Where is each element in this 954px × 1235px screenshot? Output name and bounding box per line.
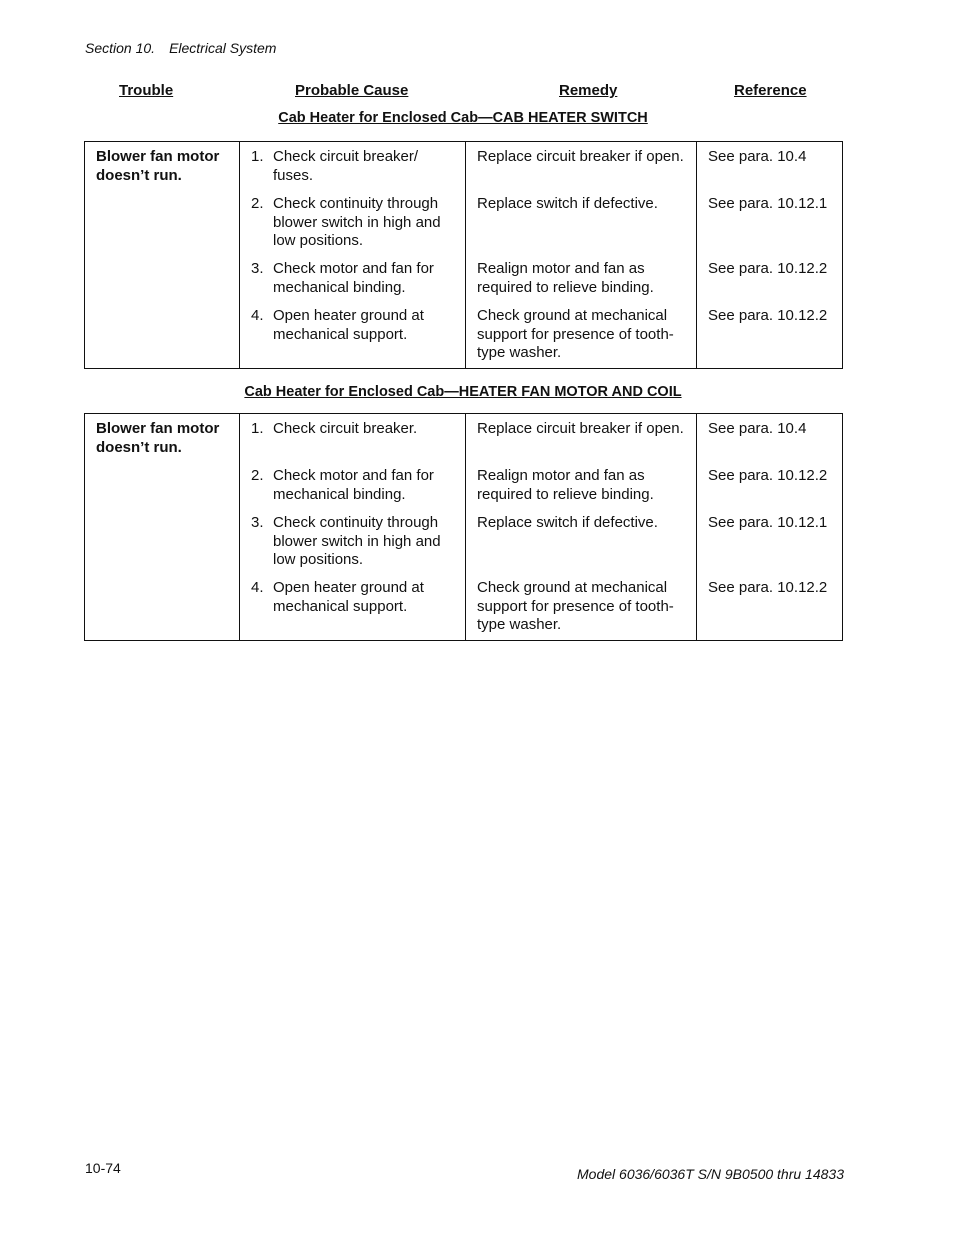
remedy-text: Realign motor and fan as required to relieve binding.: [477, 467, 654, 503]
cause-item: [251, 195, 455, 251]
cause-text: Open heater ground at mechanical support.: [273, 307, 424, 343]
trouble-cell: [85, 142, 240, 369]
cause-cell: [240, 414, 466, 641]
trouble-text: Blower fan motor doesn’t run.: [96, 420, 220, 456]
remedy-text: Replace circuit breaker if open.: [477, 148, 684, 165]
item-number: 3.: [251, 260, 264, 277]
remedy-cell: [466, 142, 697, 369]
reference-text: See para. 10.12.2: [708, 467, 828, 484]
troubleshooting-table-1: [84, 141, 843, 369]
remedy-text: Replace circuit breaker if open.: [477, 420, 684, 437]
page-number: 10-74: [85, 1160, 121, 1176]
cause-text: Check continuity through blower switch in high and low positions.: [273, 195, 441, 250]
cause-item: [251, 307, 455, 363]
remedy-text: Realign motor and fan as required to relieve binding.: [477, 260, 654, 296]
item-number: 2.: [251, 467, 264, 484]
section-2-title: Cab Heater for Enclosed Cab—HEATER FAN MOTOR AND COIL: [244, 384, 682, 400]
cause-item: [251, 260, 455, 298]
column-heading-remedy: Remedy: [559, 82, 618, 99]
item-number: 4.: [251, 307, 264, 324]
section-title: Electrical System: [169, 40, 277, 56]
item-number: 2.: [251, 195, 264, 212]
running-head: [85, 40, 276, 56]
item-number: 3.: [251, 514, 264, 531]
cause-text: Check continuity through blower switch in high and low positions.: [273, 514, 441, 569]
reference-text: See para. 10.12.2: [708, 579, 828, 596]
reference-text: See para. 10.12.1: [708, 514, 828, 531]
cause-text: Check circuit breaker/ fuses.: [273, 148, 419, 184]
table-row: [85, 142, 843, 369]
cause-item: [251, 420, 455, 458]
cause-item: [251, 579, 455, 635]
reference-cell: [697, 142, 843, 369]
remedy-text: Check ground at mechanical support for presence of tooth-type washer.: [477, 579, 674, 634]
cause-text: Check motor and fan for mechanical binding.: [273, 260, 434, 296]
reference-text: See para. 10.12.2: [708, 307, 828, 324]
troubleshooting-table-2: [84, 413, 843, 641]
column-headings: [0, 82, 954, 102]
remedy-cell: [466, 414, 697, 641]
cause-item: [251, 467, 455, 505]
trouble-text: Blower fan motor doesn’t run.: [96, 148, 220, 184]
cause-item: [251, 514, 455, 570]
cause-item: [251, 148, 455, 186]
reference-text: See para. 10.4: [708, 420, 807, 437]
item-number: 4.: [251, 579, 264, 596]
reference-text: See para. 10.12.1: [708, 195, 828, 212]
remedy-text: Replace switch if defective.: [477, 514, 658, 531]
item-number: 1.: [251, 148, 264, 165]
trouble-cell: [85, 414, 240, 641]
table-row: [85, 414, 843, 641]
column-heading-cause: Probable Cause: [295, 82, 409, 99]
reference-text: See para. 10.4: [708, 148, 807, 165]
remedy-text: Check ground at mechanical support for presence of tooth-type washer.: [477, 307, 674, 362]
column-heading-reference: Reference: [734, 82, 807, 99]
column-heading-trouble: Trouble: [119, 82, 174, 99]
cause-text: Check circuit breaker.: [273, 420, 418, 437]
section-1-title: Cab Heater for Enclosed Cab—CAB HEATER SWITCH: [278, 110, 648, 126]
cause-text: Check motor and fan for mechanical binding.: [273, 467, 434, 503]
model-footer: Model 6036/6036T S/N 9B0500 thru 14833: [577, 1166, 844, 1182]
cause-cell: [240, 142, 466, 369]
section-number: Section 10.: [85, 40, 156, 56]
remedy-text: Replace switch if defective.: [477, 195, 658, 212]
cause-text: Open heater ground at mechanical support.: [273, 579, 424, 615]
reference-text: See para. 10.12.2: [708, 260, 828, 277]
item-number: 1.: [251, 420, 264, 437]
reference-cell: [697, 414, 843, 641]
